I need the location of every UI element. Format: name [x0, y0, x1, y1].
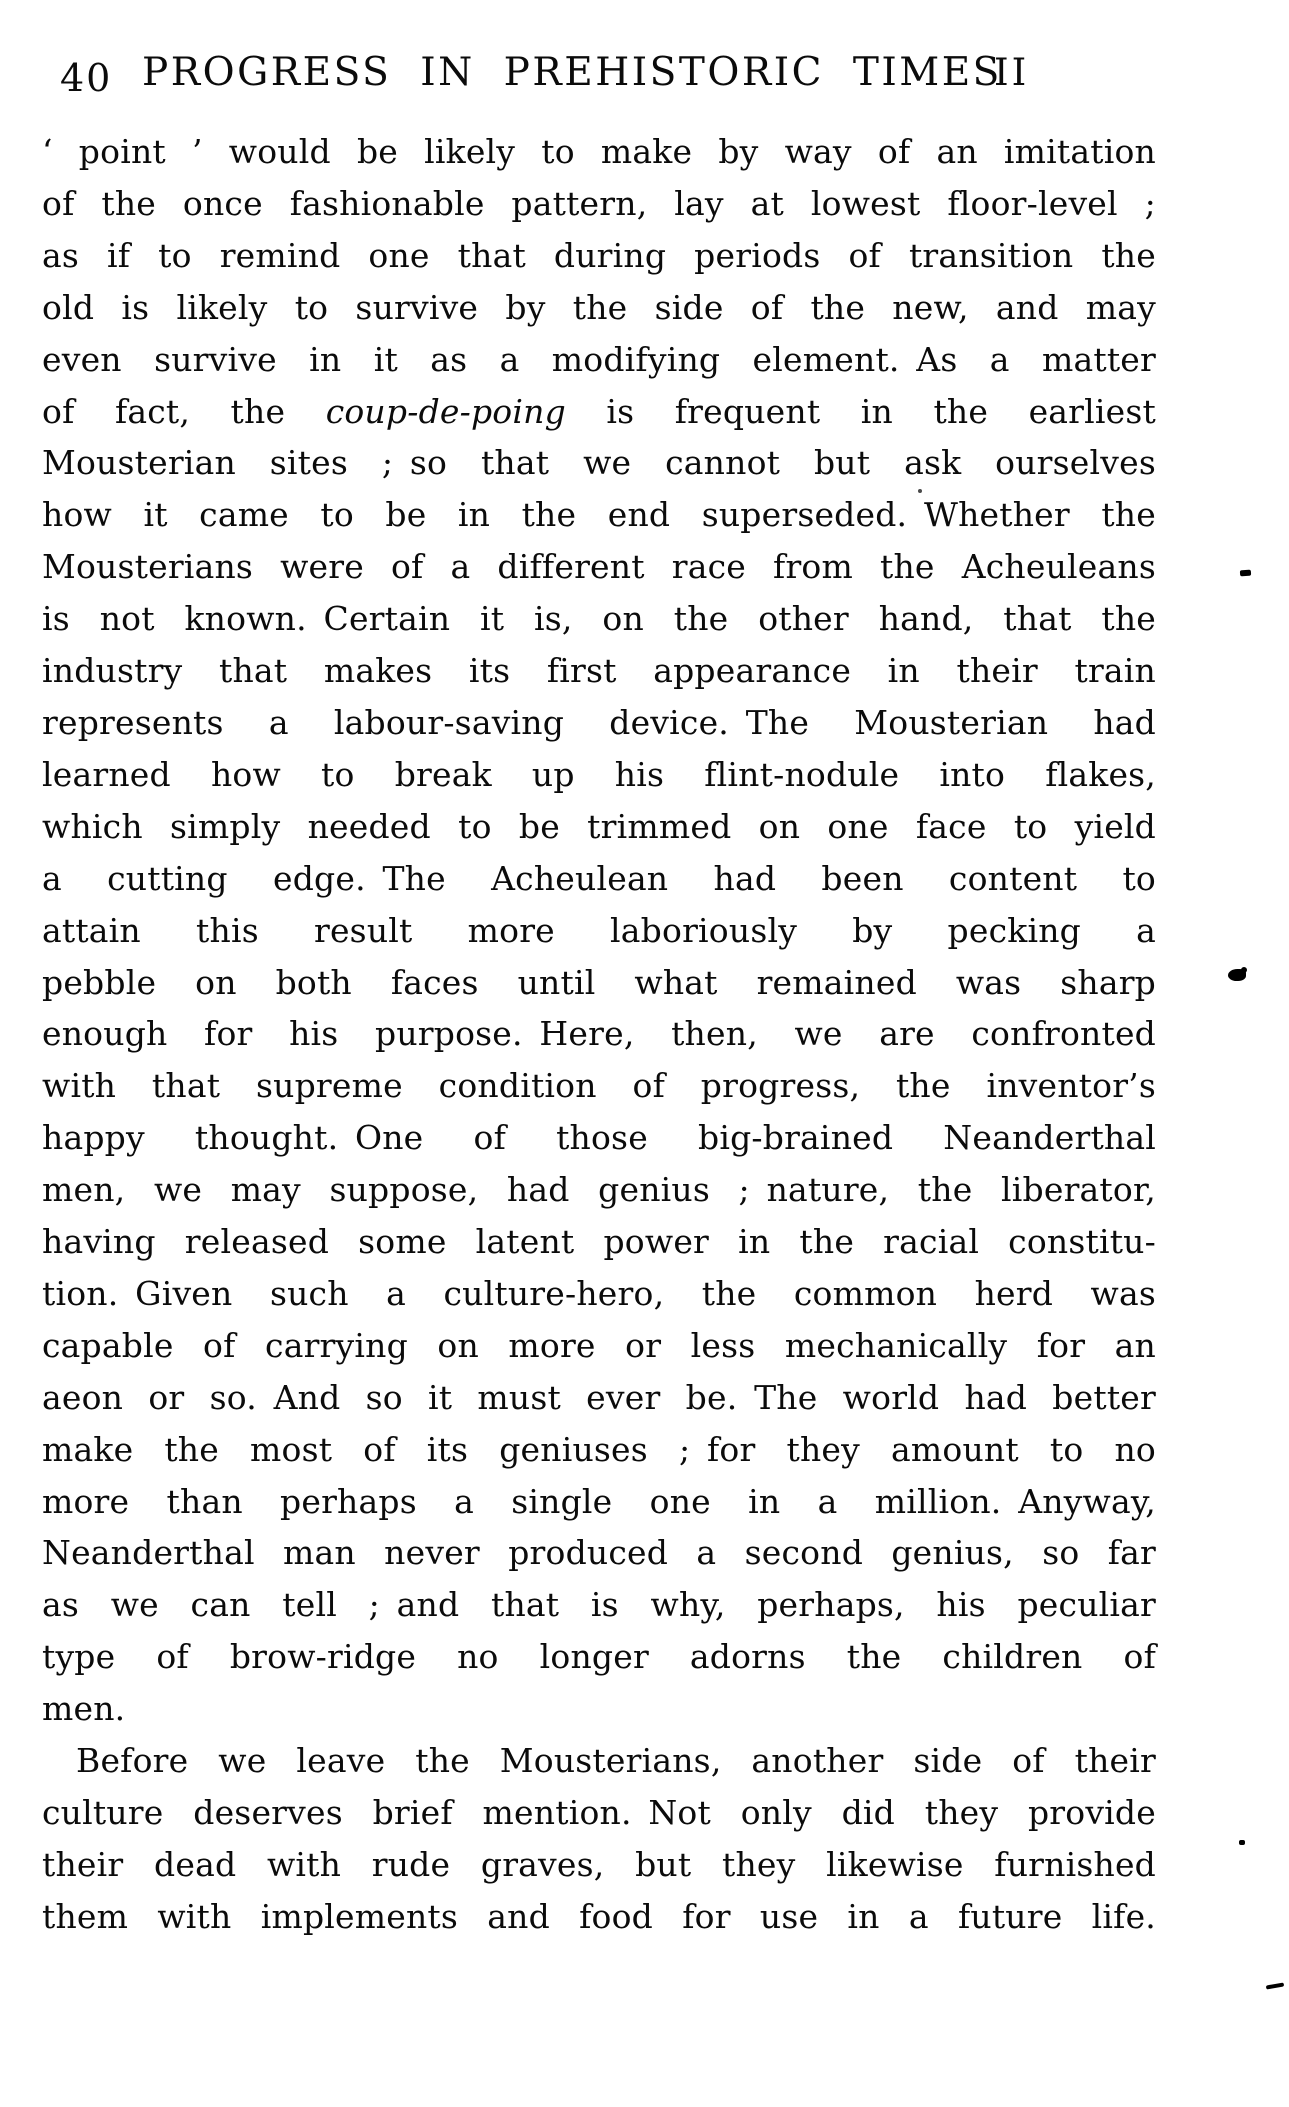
text-line: represents a labour-saving device. The Mousterian had [42, 702, 1156, 742]
ink-speck [1228, 969, 1246, 981]
text-line: happy thought. One of those big-brained Neanderthal [42, 1118, 1156, 1158]
text-line: more than perhaps a single one in a million. Anyway, [42, 1481, 1156, 1521]
text-line: men, we may suppose, had genius ; nature, the liberator, [42, 1170, 1156, 1210]
ink-speck [1266, 1982, 1284, 1989]
page-body [42, 126, 1156, 1943]
text-line: is not known. Certain it is, on the other hand, that the [42, 599, 1156, 639]
text-line: Mousterians were of a different race from the Acheuleans [42, 547, 1156, 587]
text-line: a cutting edge. The Acheulean had been content to [42, 858, 1156, 898]
italic-phrase: coup-de-poing [325, 391, 566, 431]
text-line: capable of carrying on more or less mechanically for an [42, 1325, 1156, 1365]
text-line: Mousterian sites ; so that we cannot but ask ourselves [42, 443, 1156, 483]
text-line: Neanderthal man never produced a second genius, so far [42, 1533, 1156, 1573]
text-line: old is likely to survive by the side of the new, and may [42, 287, 1156, 327]
text-line: them with implements and food for use in a future life. [42, 1896, 1156, 1936]
text-line: how it came to be in the end superseded. Whether the [42, 495, 1156, 535]
text-line: their dead with rude graves, but they likewise furnished [42, 1844, 1156, 1884]
ink-speck [918, 489, 922, 493]
text-line: as if to remind one that during periods of transition the [42, 235, 1156, 275]
text-line: tion. Given such a culture-hero, the common herd was [42, 1273, 1156, 1313]
text-line: aeon or so. And so it must ever be. The world had better [42, 1377, 1156, 1417]
text-line: learned how to break up his flint-nodule into flakes, [42, 754, 1156, 794]
text-line: culture deserves brief mention. Not only did they provide [42, 1793, 1156, 1832]
ink-speck [1239, 1840, 1245, 1845]
text-line: industry that makes its first appearance in their train [42, 651, 1156, 691]
paragraph [42, 126, 1156, 1735]
text-line: having released some latent power in the racial constitu- [42, 1222, 1156, 1262]
text-line: of the once fashionable pattern, lay at lowest floor-level ; [42, 183, 1156, 223]
page-header [0, 46, 1289, 106]
text-line: enough for his purpose. Here, then, we are confronted [42, 1014, 1156, 1054]
chapter-numeral: II [994, 51, 1030, 94]
text-line: type of brow-ridge no longer adorns the children of [42, 1637, 1156, 1677]
page-number: 40 [60, 56, 113, 100]
text-line: pebble on both faces until what remained was sharp [42, 962, 1156, 1002]
paragraph [42, 1735, 1156, 1943]
text-line: ‘ point ’ would be likely to make by way of an imitation [42, 132, 1156, 171]
text-line: which simply needed to be trimmed on one face to yield [42, 806, 1156, 846]
text-line: as we can tell ; and that is why, perhaps, his peculiar [42, 1585, 1156, 1625]
text-line: Before we leave the Mousterians, another side of their [76, 1741, 1156, 1781]
text-line: make the most of its geniuses ; for they amount to no [42, 1429, 1156, 1469]
text-line: of fact, the coup-de-poing is frequent in the earliest [42, 391, 1156, 431]
running-title: PROGRESS IN PREHISTORIC TIMES [142, 50, 1002, 95]
text-line: attain this result more laboriously by pecking a [42, 910, 1156, 950]
text-line: men. [42, 1689, 126, 1729]
ink-speck [1240, 570, 1251, 577]
text-line: with that supreme condition of progress, the inventor’s [42, 1066, 1156, 1106]
text-line: even survive in it as a modifying element. As a matter [42, 339, 1156, 379]
